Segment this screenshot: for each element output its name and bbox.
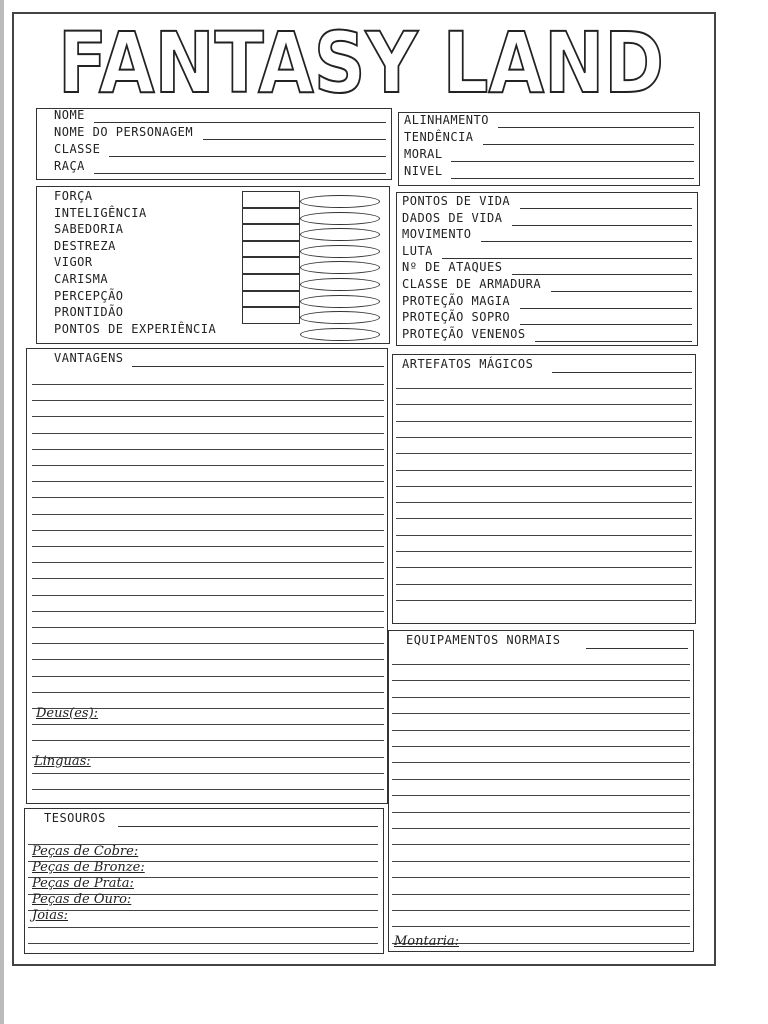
advantages-write-line[interactable] bbox=[32, 384, 384, 385]
alignment-field-line[interactable] bbox=[451, 161, 694, 162]
magic-items-write-line[interactable] bbox=[396, 453, 692, 454]
alignment-label: MORAL bbox=[404, 147, 443, 161]
identity-field-line[interactable] bbox=[109, 156, 386, 157]
silver-label: Peças de Prata: bbox=[32, 876, 134, 891]
identity-label: CLASSE bbox=[54, 142, 101, 156]
combat-label: PROTEÇÃO VENENOS bbox=[402, 326, 526, 341]
identity-field-line[interactable] bbox=[94, 173, 386, 174]
equipment-write-line[interactable] bbox=[392, 779, 690, 780]
attribute-label: PERCEPÇÃO bbox=[54, 288, 124, 303]
attribute-score-cell[interactable] bbox=[242, 208, 300, 225]
attribute-modifier-oval[interactable] bbox=[300, 278, 380, 291]
equipment-write-line[interactable] bbox=[392, 910, 690, 911]
advantages-write-line[interactable] bbox=[32, 449, 384, 450]
combat-label: CLASSE DE ARMADURA bbox=[402, 277, 542, 291]
advantages-write-line[interactable] bbox=[32, 546, 384, 547]
languages-label: Linguas: bbox=[34, 754, 91, 769]
equipment-write-line[interactable] bbox=[392, 828, 690, 829]
advantages-write-line[interactable] bbox=[32, 497, 384, 498]
advantages-write-line[interactable] bbox=[32, 789, 384, 790]
advantages-write-line[interactable] bbox=[32, 643, 384, 644]
advantages-write-line[interactable] bbox=[32, 659, 384, 660]
combat-label: PROTEÇÃO MAGIA bbox=[402, 293, 511, 308]
magic-items-write-line[interactable] bbox=[396, 535, 692, 536]
combat-field-line[interactable] bbox=[520, 208, 692, 209]
attribute-score-cell[interactable] bbox=[242, 274, 300, 291]
combat-field-line[interactable] bbox=[481, 241, 692, 242]
treasure-write-line[interactable] bbox=[28, 927, 378, 928]
attribute-label: SABEDORIA bbox=[54, 222, 124, 237]
magic-items-write-line[interactable] bbox=[396, 437, 692, 438]
treasure-title-line bbox=[118, 826, 378, 827]
magic-items-title-line bbox=[552, 372, 692, 373]
equipment-write-line[interactable] bbox=[392, 812, 690, 813]
equipment-title-line bbox=[586, 648, 688, 649]
magic-items-write-line[interactable] bbox=[396, 567, 692, 568]
advantages-write-line[interactable] bbox=[32, 676, 384, 677]
attribute-score-cell[interactable] bbox=[242, 291, 300, 308]
combat-field-line[interactable] bbox=[520, 324, 692, 325]
equipment-write-line[interactable] bbox=[392, 894, 690, 895]
magic-items-label: ARTEFATOS MÁGICOS bbox=[402, 357, 534, 371]
magic-items-write-line[interactable] bbox=[396, 421, 692, 422]
magic-items-write-line[interactable] bbox=[396, 388, 692, 389]
alignment-field-line[interactable] bbox=[451, 178, 694, 179]
attribute-score-cell[interactable] bbox=[242, 241, 300, 258]
attribute-label: VIGOR bbox=[54, 255, 93, 270]
advantages-write-line[interactable] bbox=[32, 400, 384, 401]
equipment-write-line[interactable] bbox=[392, 844, 690, 845]
combat-field-line[interactable] bbox=[551, 291, 692, 292]
attribute-modifier-oval[interactable] bbox=[300, 195, 380, 208]
magic-items-write-line[interactable] bbox=[396, 404, 692, 405]
attribute-modifier-oval[interactable] bbox=[300, 328, 380, 341]
attribute-label: DESTREZA bbox=[54, 238, 116, 253]
equipment-write-line[interactable] bbox=[392, 795, 690, 796]
gold-label: Peças de Ouro: bbox=[32, 892, 132, 907]
advantages-write-line[interactable] bbox=[32, 692, 384, 693]
combat-label: MOVIMENTO bbox=[402, 227, 472, 242]
advantages-write-line[interactable] bbox=[32, 481, 384, 482]
combat-field-line[interactable] bbox=[520, 308, 692, 309]
advantages-write-line[interactable] bbox=[32, 773, 384, 774]
combat-field-line[interactable] bbox=[512, 225, 692, 226]
equipment-box bbox=[388, 630, 694, 952]
alignment-label: NIVEL bbox=[404, 164, 443, 178]
identity-label: RAÇA bbox=[54, 159, 85, 173]
identity-label: NOME bbox=[54, 108, 85, 122]
alignment-field-line[interactable] bbox=[483, 144, 694, 145]
alignment-label: ALINHAMENTO bbox=[404, 113, 489, 127]
magic-items-write-line[interactable] bbox=[396, 486, 692, 487]
attribute-score-cell[interactable] bbox=[242, 307, 300, 324]
equipment-write-line[interactable] bbox=[392, 713, 690, 714]
equipment-label: EQUIPAMENTOS NORMAIS bbox=[406, 633, 561, 647]
attribute-label: FORÇA bbox=[54, 189, 93, 203]
alignment-label: TENDÊNCIA bbox=[404, 130, 474, 144]
combat-field-line[interactable] bbox=[512, 274, 692, 275]
advantages-write-line[interactable] bbox=[32, 433, 384, 434]
equipment-write-line[interactable] bbox=[392, 746, 690, 747]
combat-field-line[interactable] bbox=[535, 341, 692, 342]
advantages-write-line[interactable] bbox=[32, 530, 384, 531]
advantages-write-line[interactable] bbox=[32, 465, 384, 466]
combat-label: LUTA bbox=[402, 243, 433, 258]
equipment-write-line[interactable] bbox=[392, 877, 690, 878]
advantages-write-line[interactable] bbox=[32, 578, 384, 579]
advantages-write-line[interactable] bbox=[32, 562, 384, 563]
advantages-title-line bbox=[132, 366, 384, 367]
attribute-label: CARISMA bbox=[54, 272, 109, 286]
treasure-write-line[interactable] bbox=[28, 910, 378, 911]
advantages-write-line[interactable] bbox=[32, 416, 384, 417]
bronze-label: Peças de Bronze: bbox=[32, 860, 145, 875]
combat-label: PROTEÇÃO SOPRO bbox=[402, 310, 511, 325]
attribute-label: PRONTIDÃO bbox=[54, 305, 124, 320]
treasure-write-line[interactable] bbox=[28, 943, 378, 944]
alignment-field-line[interactable] bbox=[498, 127, 694, 128]
advantages-write-line[interactable] bbox=[32, 724, 384, 725]
magic-items-write-line[interactable] bbox=[396, 600, 692, 601]
magic-items-write-line[interactable] bbox=[396, 551, 692, 552]
page-title: FANTASY LAND bbox=[58, 14, 664, 112]
attribute-modifier-oval[interactable] bbox=[300, 295, 380, 308]
magic-items-write-line[interactable] bbox=[396, 502, 692, 503]
combat-field-line[interactable] bbox=[442, 258, 692, 259]
treasure-label: TESOUROS bbox=[44, 811, 106, 825]
identity-field-line[interactable] bbox=[94, 122, 386, 123]
equipment-write-line[interactable] bbox=[392, 697, 690, 698]
attribute-score-cell[interactable] bbox=[242, 224, 300, 241]
equipment-write-line[interactable] bbox=[392, 762, 690, 763]
attribute-modifier-oval[interactable] bbox=[300, 245, 380, 258]
attribute-label: INTELIGÊNCIA bbox=[54, 205, 147, 220]
equipment-write-line[interactable] bbox=[392, 861, 690, 862]
scan-edge bbox=[0, 0, 4, 1024]
copper-label: Peças de Cobre: bbox=[32, 844, 139, 859]
combat-label: PONTOS DE VIDA bbox=[402, 194, 511, 208]
attribute-label: PONTOS DE EXPERIÊNCIA bbox=[54, 321, 217, 336]
jewels-label: Joias: bbox=[32, 908, 68, 923]
advantages-write-line[interactable] bbox=[32, 627, 384, 628]
identity-label: NOME DO PERSONAGEM bbox=[54, 125, 194, 139]
equipment-write-line[interactable] bbox=[392, 664, 690, 665]
magic-items-write-line[interactable] bbox=[396, 470, 692, 471]
attribute-score-cell[interactable] bbox=[242, 191, 300, 208]
advantages-label: VANTAGENS bbox=[54, 351, 124, 365]
attribute-score-cell[interactable] bbox=[242, 257, 300, 274]
combat-label: Nº DE ATAQUES bbox=[402, 260, 503, 275]
magic-items-write-line[interactable] bbox=[396, 518, 692, 519]
magic-items-write-line[interactable] bbox=[396, 584, 692, 585]
gods-label: Deus(es): bbox=[36, 706, 99, 721]
combat-label: DADOS DE VIDA bbox=[402, 210, 503, 225]
mount-label: Montaria: bbox=[394, 934, 459, 949]
equipment-write-line[interactable] bbox=[392, 680, 690, 681]
attribute-modifier-oval[interactable] bbox=[300, 212, 380, 225]
equipment-write-line[interactable] bbox=[392, 730, 690, 731]
identity-field-line[interactable] bbox=[203, 139, 386, 140]
equipment-write-line[interactable] bbox=[392, 926, 690, 927]
title-logo bbox=[54, 14, 668, 112]
advantages-write-line[interactable] bbox=[32, 740, 384, 741]
advantages-write-line[interactable] bbox=[32, 514, 384, 515]
advantages-write-line[interactable] bbox=[32, 595, 384, 596]
advantages-write-line[interactable] bbox=[32, 611, 384, 612]
